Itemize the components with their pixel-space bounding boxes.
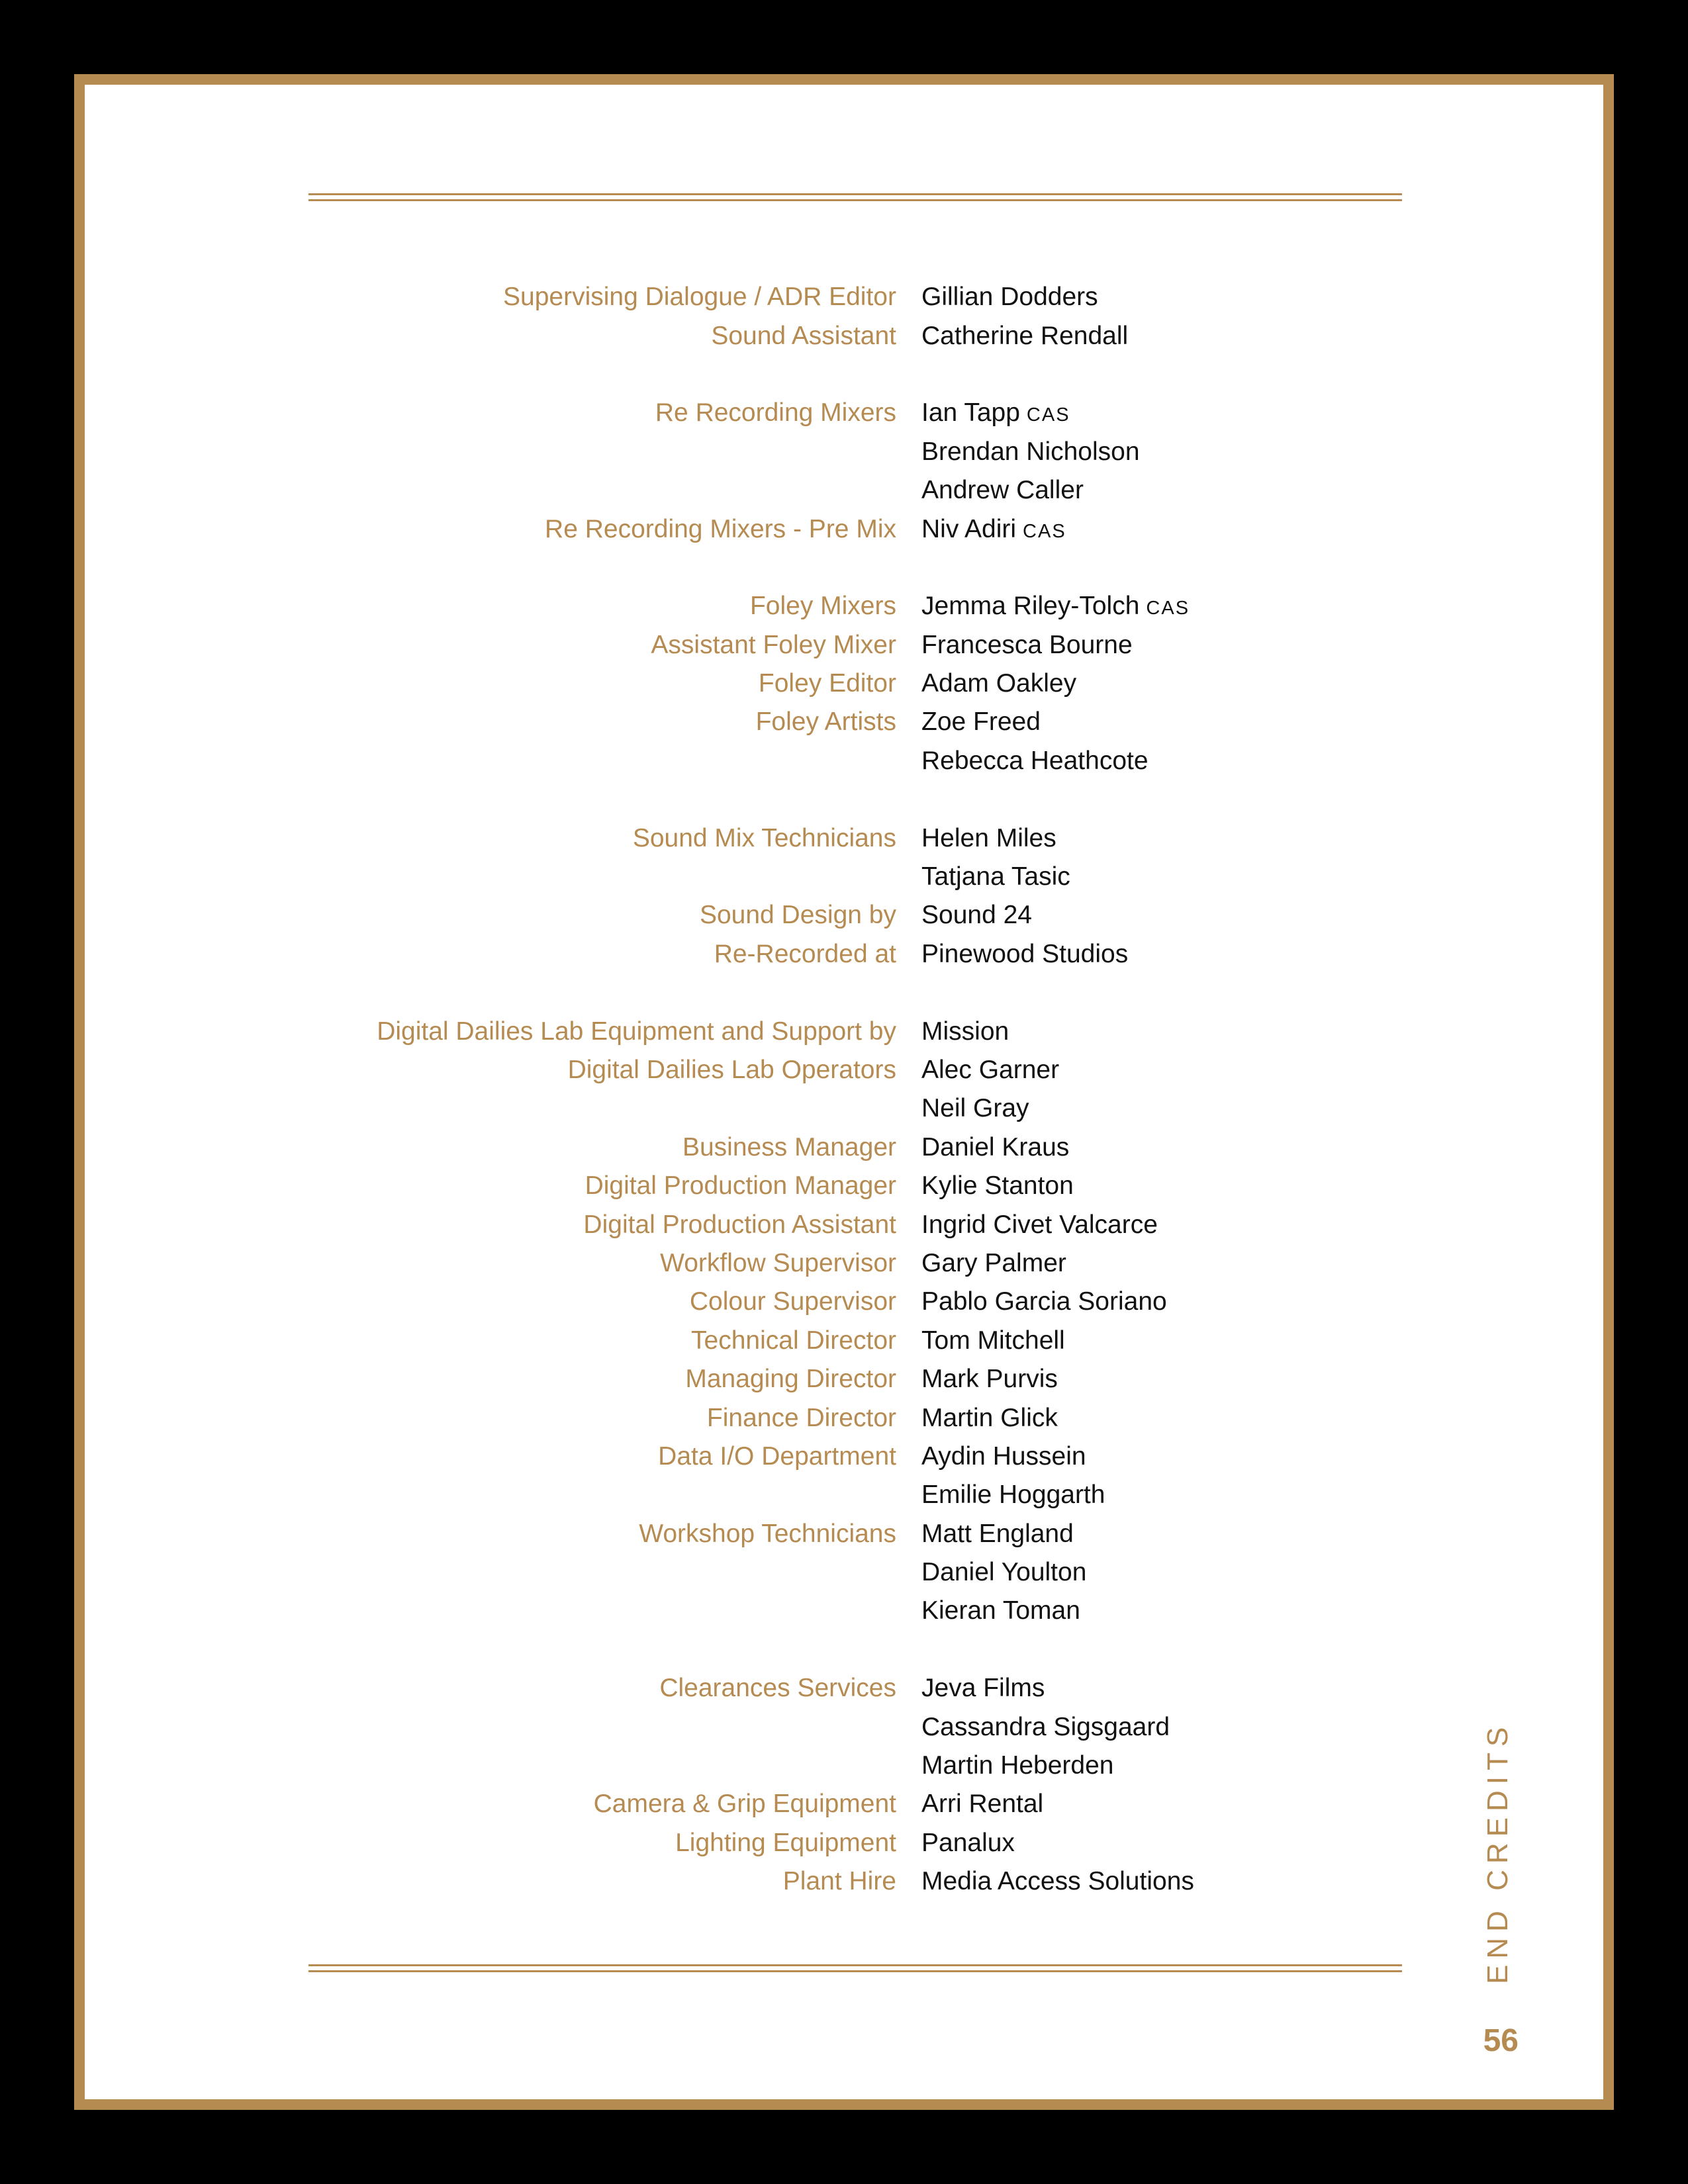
credit-row [217,896,1342,934]
credit-role: Foley Editor [758,669,896,698]
credit-name [921,437,1140,467]
credit-name-text: Adam Oakley [921,669,1077,698]
credit-row [217,742,1342,780]
credit-row [217,394,1342,432]
bottom-divider [308,1964,1402,1972]
credit-row [217,471,1342,510]
credit-postnominal: CAS [1026,404,1070,426]
credit-name [921,476,1084,505]
credit-role: Sound Design by [699,901,896,930]
credit-row [217,1283,1342,1321]
credit-spacer [217,355,1342,394]
credit-name-text: Panalux [921,1828,1015,1857]
credit-row [217,510,1342,548]
credit-row [217,1089,1342,1128]
credit-row [217,1167,1342,1205]
credit-row [217,626,1342,664]
credit-name [921,1596,1080,1625]
credit-name [921,824,1056,853]
credit-role: Lighting Equipment [675,1828,896,1857]
credit-name [921,1442,1086,1471]
credit-name [921,940,1128,969]
credit-name-text: Martin Heberden [921,1751,1114,1780]
credit-role: Data I/O Department [658,1441,896,1471]
credit-name [921,1829,1015,1858]
credit-name-text: Francesca Bourne [921,630,1133,659]
credit-role: Foley Mixers [749,592,896,621]
credit-role: Digital Dailies Lab Equipment and Support by [377,1017,896,1046]
credit-row [217,1515,1342,1553]
credit-name [921,1326,1065,1355]
credit-row [217,1360,1342,1398]
credit-row [217,1785,1342,1823]
credit-name-text: Rebecca Heathcote [921,746,1149,775]
credit-name-text: Catherine Rendall [921,321,1129,350]
credit-role: Re Recording Mixers [655,398,896,428]
credit-name [921,1094,1029,1123]
credit-role: Colour Supervisor [689,1287,896,1316]
credit-name [921,1249,1066,1278]
credit-row [217,587,1342,625]
credit-name-text: Helen Miles [921,823,1056,852]
credit-name [921,1558,1086,1587]
credit-name [921,747,1149,776]
credit-name-text: Kylie Stanton [921,1171,1074,1201]
credit-name-text: Zoe Freed [921,707,1041,737]
credit-role: Workshop Technicians [639,1519,896,1548]
credit-row [217,935,1342,974]
credit-role: Digital Dailies Lab Operators [567,1056,896,1084]
credit-name [921,901,1032,930]
credit-row [217,1322,1342,1360]
credit-name-text: Gillian Dodders [921,283,1098,312]
credits-list [217,278,1342,1901]
credit-role: Assistant Foley Mixer [651,630,896,659]
credit-name-text: Niv Adiri [921,514,1017,543]
credit-name-text: Pablo Garcia Soriano [921,1287,1167,1316]
credit-name-text: Jemma Riley-Tolch [921,592,1140,621]
credit-row [217,819,1342,857]
credit-name-text: Arri Rental [921,1790,1044,1819]
credit-role: Clearances Services [659,1674,896,1703]
credit-name [921,1867,1194,1896]
credit-row [217,1244,1342,1283]
credit-row [217,1128,1342,1167]
credit-name [921,1171,1074,1201]
credit-role: Workflow Supervisor [660,1248,896,1277]
credit-row [217,858,1342,896]
credit-row [217,664,1342,703]
credit-name-text: Daniel Kraus [921,1132,1070,1161]
credit-name [921,669,1076,698]
credit-row [217,1862,1342,1901]
credit-name-text: Matt England [921,1519,1074,1548]
credit-row [217,1553,1342,1592]
credit-name-text: Kieran Toman [921,1596,1080,1625]
credit-role: Finance Director [706,1403,896,1432]
credit-name [921,592,1190,621]
credit-role: Plant Hire [782,1867,896,1896]
credit-name-text: Tatjana Tasic [921,862,1070,891]
credit-row [217,1747,1342,1785]
credit-row [217,1592,1342,1630]
credit-name-text: Brendan Nicholson [921,437,1140,466]
credit-role: Camera & Grip Equipment [593,1790,896,1819]
credit-name [921,1674,1045,1703]
page-frame [74,74,1614,2110]
credit-name [921,1056,1059,1085]
credit-spacer [217,1631,1342,1669]
credit-name [921,631,1133,660]
credit-role: Digital Production Manager [585,1171,896,1201]
credit-row [217,1051,1342,1089]
credit-role: Managing Director [685,1365,896,1394]
credit-name-text: Daniel Youlton [921,1558,1087,1587]
credit-role: Digital Production Assistant [583,1210,896,1239]
credit-row [217,1707,1342,1746]
credit-postnominal: CAS [1146,598,1190,619]
credit-name [921,398,1070,428]
credit-role: Technical Director [691,1326,896,1355]
credit-name [921,1365,1058,1394]
credit-name-text: Ingrid Civet Valcarce [921,1210,1158,1239]
credit-row [217,1669,1342,1707]
credit-spacer [217,549,1342,587]
credit-name-text: Mission [921,1017,1009,1046]
credit-name-text: Martin Glick [921,1403,1058,1432]
credit-name-text: Gary Palmer [921,1248,1066,1277]
credit-spacer [217,780,1342,819]
credit-name-text: Media Access Solutions [921,1867,1194,1896]
credit-row [217,1012,1342,1050]
credit-row [217,433,1342,471]
credit-name-text: Andrew Caller [921,476,1084,505]
page-number: 56 [1483,2023,1519,2058]
credit-role: Business Manager [682,1132,896,1161]
credit-name-text: Ian Tapp [921,398,1020,428]
credit-name [921,515,1066,544]
credit-name-text: Sound 24 [921,901,1032,930]
credit-row [217,278,1342,316]
credit-row [217,1437,1342,1476]
credit-name-text: Cassandra Sigsgaard [921,1712,1170,1741]
credit-name-text: Alec Garner [921,1056,1060,1084]
credit-name [921,1713,1170,1742]
credit-name-text: Jeva Films [921,1674,1045,1703]
credit-row [217,703,1342,741]
credit-name-text: Emilie Hoggarth [921,1480,1105,1510]
credit-row [217,316,1342,355]
credit-name [921,1480,1105,1510]
credit-name [921,1287,1167,1316]
credit-role: Supervising Dialogue / ADR Editor [503,283,896,312]
credit-name [921,1751,1113,1780]
credit-name [921,862,1070,891]
credit-name [921,1017,1009,1046]
credit-name [921,283,1098,312]
credit-name [921,1210,1158,1240]
credit-name [921,322,1128,351]
credit-role: Re-Recorded at [714,939,896,968]
credit-name [921,1520,1074,1549]
credit-row [217,1476,1342,1514]
credit-spacer [217,974,1342,1012]
credit-name-text: Tom Mitchell [921,1326,1065,1355]
credit-name [921,707,1041,737]
credit-role: Sound Assistant [711,321,896,350]
section-label: END CREDITS [1481,1721,1514,1984]
credit-row [217,1824,1342,1862]
credit-name-text: Aydin Hussein [921,1441,1086,1471]
credit-postnominal: CAS [1023,520,1066,542]
credit-name-text: Mark Purvis [921,1365,1058,1394]
credit-name [921,1790,1043,1819]
credit-role: Re Recording Mixers - Pre Mix [545,514,896,543]
credit-role: Sound Mix Technicians [632,823,896,852]
credit-row [217,1205,1342,1244]
credit-name [921,1133,1069,1162]
top-divider [308,193,1402,201]
credit-name [921,1404,1058,1433]
credit-name-text: Neil Gray [921,1094,1029,1123]
credit-row [217,1398,1342,1437]
credit-name-text: Pinewood Studios [921,939,1129,968]
credit-role: Foley Artists [755,707,896,737]
